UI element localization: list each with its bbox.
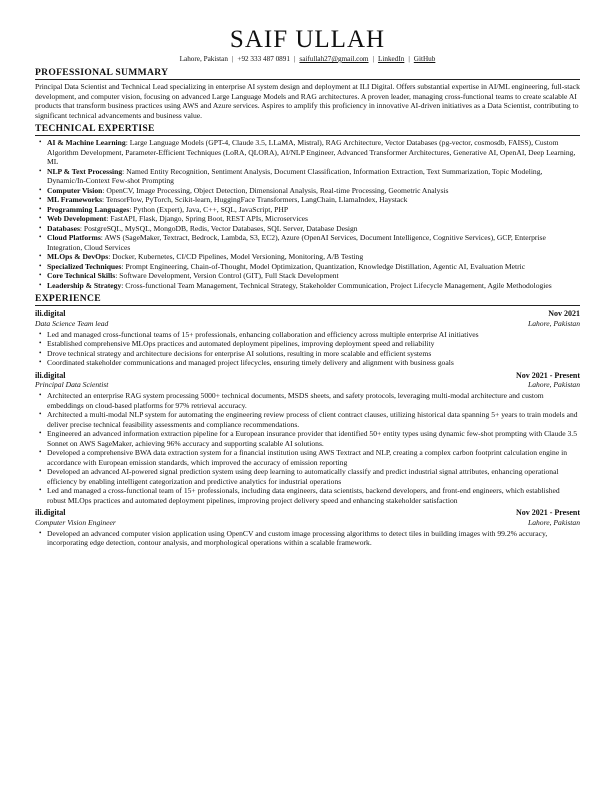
job-bullet: • Developed an advanced computer vision application using OpenCV and custom image processing algorithms to detect tiles in building images with 99.2% accuracy, incorporating edge detection, contour analysis, and morphological operations within a scalable framework. [35,529,580,548]
skill-label: ML Frameworks [47,195,103,204]
job-date: Nov 2021 - Present [515,370,580,380]
job-header [35,309,580,319]
skill-value: : Named Entity Recognition, Sentiment Analysis, Document Classification, Information Extraction, Text Summarization, Topic Modeling, Dynamic/In-Context Few-shot Prompting [47,166,543,185]
skill-label: Databases [47,223,80,233]
skill-value: : Python (Expert), Java, C++, SQL, JavaScript, PHP [129,204,289,214]
job-entry [35,309,580,368]
skill-label: Programming Languages [47,204,130,214]
contact-separator: | [293,55,296,63]
job-bullet: • Led and managed a cross-functional team of 15+ professionals, including data engineers, data scientists, backend developers, and front-end engineers, which established robust MLOps practices and automated deployment pipelines, improving project delivery speed and enhancing stakeholder satisfaction [35,486,580,505]
skill-item [35,224,580,234]
job-location: Lahore, Pakistan [527,318,580,328]
summary-text: Principal Data Scientist and Technical Lead specializing in enterprise AI system design and deployment at ILI Digital. Offers substantial expertise in AI/ML engineering, full-stack development, and computer vision, focusing on advanced Large Language Models and RAG architectures. A proven leader, managing cross-functional teams to create scalable AI products that transform business practices using AWS and Azure services. Aspires to amplify this proficiency in innovative AI-driven initiatives as a Data Scientist, contributing to significant technical advancements and business value. [35,82,580,120]
job-bullets [35,391,580,505]
skill-item [35,233,580,252]
job-bullet: • Drove technical strategy and architecture decisions for enterprise AI solutions, resulting in more scalable and efficient systems [35,349,580,359]
skill-item [35,281,580,291]
skill-item [35,214,580,224]
summary-heading: PROFESSIONAL SUMMARY [35,67,580,80]
job-role: Computer Vision Engineer [35,517,116,527]
contact-separator: | [231,55,234,63]
skill-item [35,271,580,281]
experience-heading: EXPERIENCE [35,293,580,306]
job-bullet: • Architected a multi-modal NLP system for automating the engineering review process of client contract clauses, utilizing historical data spanning 5+ years to train models and deliver precise technical feasibility assessments and compliance recommendations. [35,410,580,429]
job-date: Nov 2021 - Present [515,508,580,517]
skill-label: Core Technical Skills [47,271,116,280]
job-company: ili.digital [35,370,66,380]
phone-text: +92 333 487 0891 [237,55,290,63]
skill-label: Web Development [47,214,107,223]
skill-value: : Cross-functional Team Management, Technical Strategy, Stakeholder Communication, Project Lifecycle Management, Agile Methodologies [121,280,552,290]
candidate-name: SAIF ULLAH [229,26,386,53]
linkedin-link[interactable]: LinkedIn [377,55,405,63]
skill-label: Computer Vision [47,185,103,195]
job-bullet: • Developed an advanced AI-powered signal prediction system using deep learning to automatically classify and predict industrial signal attributes, enhancing operational efficiency by enabling intelligent categorization and predictive analytics for industrial operations [35,467,580,486]
skill-label: Leadership & Strategy [47,280,122,290]
resume-page [35,26,580,548]
skill-item [35,262,580,272]
github-link[interactable]: GitHub [413,55,436,63]
skill-value: : PostgreSQL, MySQL, MongoDB, Redis, Vector Databases, SQL Server, Database Design [79,223,358,233]
skill-value: : FastAPI, Flask, Django, Spring Boot, REST APIs, Microservices [106,214,309,223]
job-header [35,371,580,381]
email-link[interactable]: saifullah27@gmail.com [299,55,369,63]
job-bullet: • Established comprehensive MLOps practices and automated deployment pipelines, improving deployment speed and reliability [35,339,580,349]
skill-label: NLP & Text Processing [47,166,123,176]
job-entry [35,508,580,548]
job-bullet: • Architected an enterprise RAG system processing 5000+ technical documents, MSDS sheets, and safety protocols, leveraging multi-modal architecture and custom embeddings on cloud-based platforms for 97% retrieval accuracy. [35,391,580,410]
skill-item [35,195,580,205]
job-bullet: • Engineered an advanced information extraction pipeline for a European insurance provider that identified 50+ entity types using dynamic few-shot prompting with Claude 3.5 Sonnet on AWS SageMaker, achieving 96% accuracy and supporting scalable AI solutions. [35,429,580,448]
skill-value: : AWS (SageMaker, Textract, Bedrock, Lambda, S3, EC2), Azure (OpenAI Services, Document Intelligence, Cognitive Services), GCP, Enterprise Integration, Cloud Services [47,233,546,252]
skill-value: : Docker, Kubernetes, CI/CD Pipelines, Model Versioning, Monitoring, A/B Testing [108,252,364,261]
job-bullet: • Developed a comprehensive BWA data extraction system for a financial institution using AWS Textract and NLP, creating a complex carbon footprint calculation engine in accordance with European emission standards, which improved the accuracy of emission reporting [35,448,580,467]
job-entry [35,371,580,506]
job-location: Lahore, Pakistan [527,517,580,527]
job-subheader [35,380,580,389]
job-location: Lahore, Pakistan [527,380,580,389]
skill-label: MLOps & DevOps [47,252,109,261]
job-role: Principal Data Scientist [35,380,109,389]
skill-value: : OpenCV, Image Processing, Object Detection, Dimensional Analysis, Real-time Processing, Geometric Analysis [102,185,449,195]
skill-item [35,138,580,167]
skill-label: Specialized Techniques [47,261,122,271]
job-subheader [35,319,580,328]
job-bullets [35,330,580,368]
contact-line [35,54,580,64]
job-bullet: • Coordinated stakeholder communications and managed project lifecycles, ensuring timely delivery and alignment with business goals [35,358,580,368]
skill-label: AI & Machine Learning [47,138,126,147]
job-header [35,508,580,518]
skills-heading: TECHNICAL EXPERTISE [35,123,580,136]
skill-item [35,205,580,215]
skill-value: : Large Language Models (GPT-4, Claude 3.5, LLaMA, Mistral), RAG Architecture, Vector Databases (pg-vector, cosmosdb, FAISS), Custom Algorithm Development, Parameter-Efficient Techniques (LoRA, QLORA), AI/NLP Engineer, Advanced Transformer Architectures, Generative AI, OpenAI, Deep Learning, ML [47,138,576,166]
job-bullet: • Led and managed cross-functional teams of 15+ professionals, enhancing collaboration and efficiency across multiple enterprise AI initiatives [35,330,580,340]
skills-list [35,138,580,290]
job-date: Nov 2021 [548,309,580,318]
job-company: ili.digital [35,309,66,318]
job-bullets [35,529,580,548]
skill-item [35,252,580,262]
skill-label: Cloud Platforms [47,233,101,242]
location-text: Lahore, Pakistan [179,55,228,63]
skill-item [35,167,580,186]
skill-value: : Software Development, Version Control (GIT), Full Stack Development [115,271,339,280]
job-role: Data Science Team lead [35,318,109,328]
contact-separator: | [372,55,374,63]
job-company: ili.digital [35,508,66,517]
job-subheader [35,518,580,527]
contact-separator: | [408,55,410,63]
skill-item [35,186,580,196]
skill-value: : TensorFlow, PyTorch, Scikit-learn, HuggingFace Transformers, LangChain, LlamaIndex, Haystack [102,195,408,204]
skill-value: : Prompt Engineering, Chain-of-Thought, Model Optimization, Quantization, Knowledge Distillation, Agentic AI, Evaluation Metric [121,261,526,271]
